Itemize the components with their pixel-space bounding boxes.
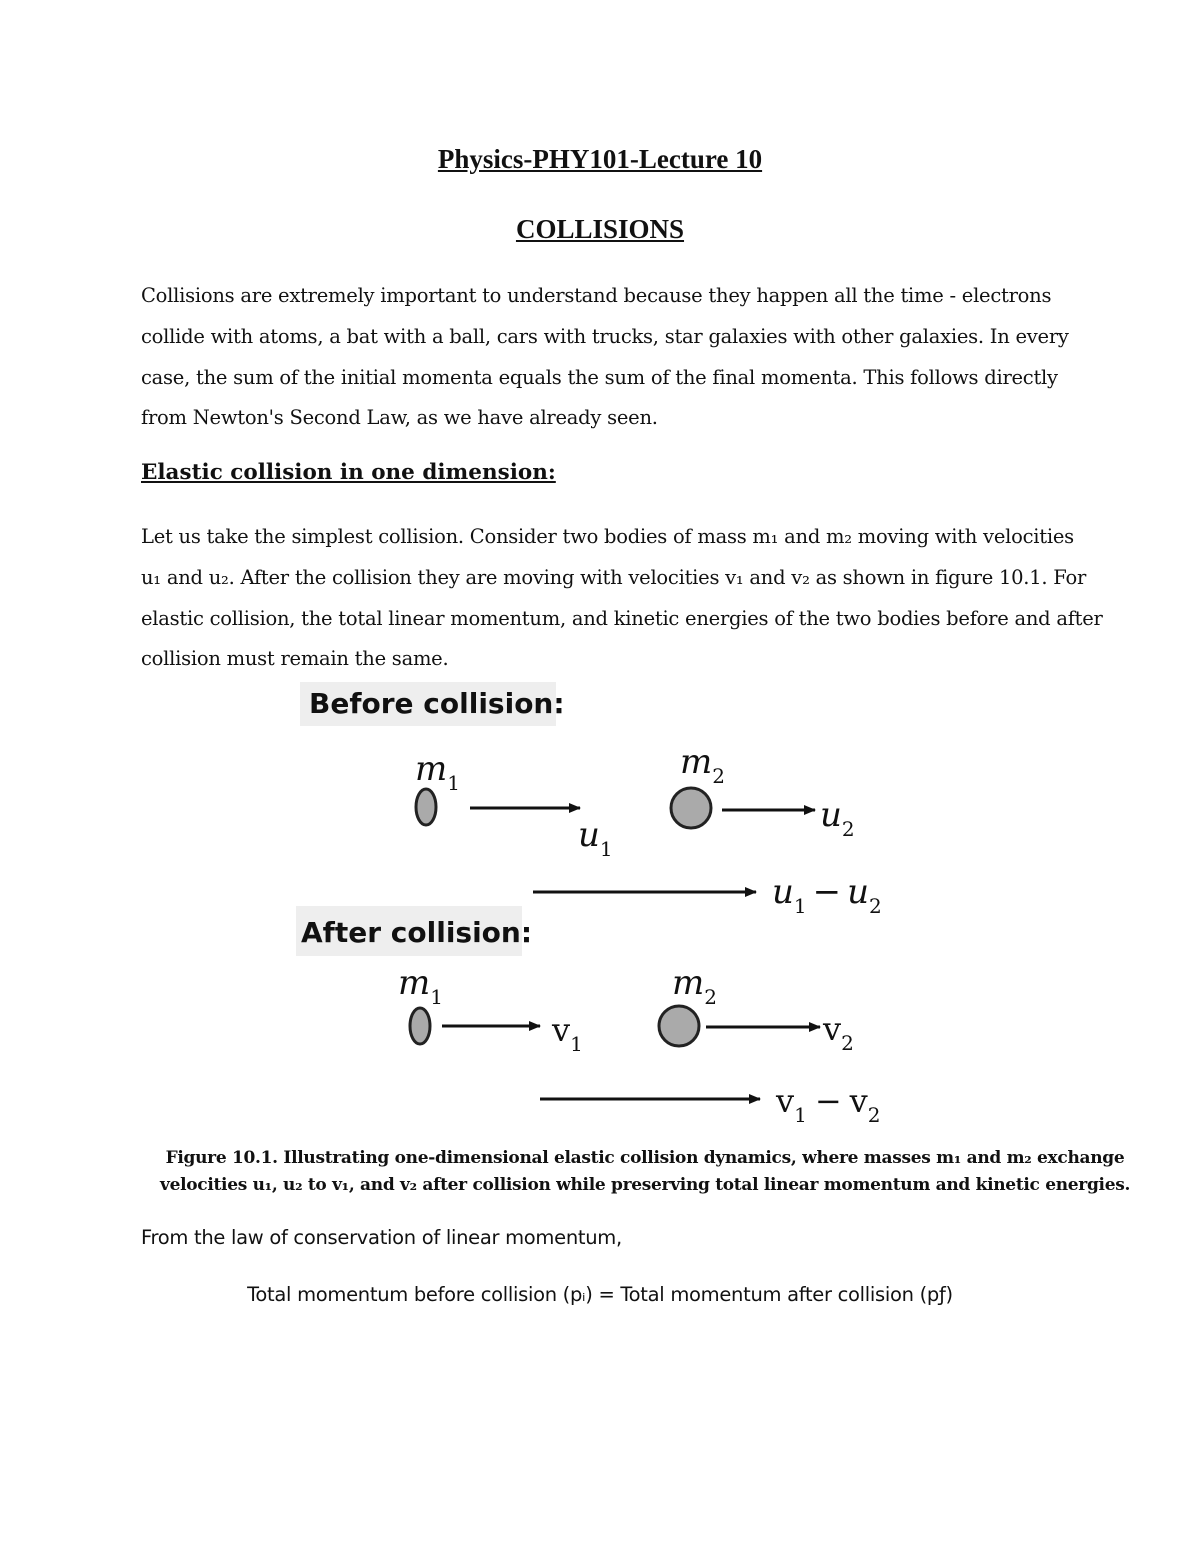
m1-label: $m_1$	[415, 749, 460, 795]
body-line: u₁ and u₂. After the collision they are moving with velocities v₁ and v₂ as shown in figure 10.1. For	[141, 565, 1087, 589]
u2-label: $u_2$	[820, 795, 855, 841]
intro-line: Collisions are extremely important to understand because they happen all the time - electrons	[141, 284, 1052, 307]
body-line: Let us take the simplest collision. Consider two bodies of mass m₁ and m₂ moving with velocities	[141, 525, 1074, 548]
u1-label: $u_1$	[578, 815, 613, 861]
body-line: elastic collision, the total linear momentum, and kinetic energies of the two bodies before and after	[141, 606, 1103, 630]
v1-label: $v_1$	[552, 1011, 583, 1056]
caption-line: velocities u₁, u₂ to v₁, and v₂ after collision while preserving total linear momentum and kinetic energies.	[160, 1175, 1131, 1195]
v1-minus-v2-label: $v_1 - v_2$	[776, 1082, 881, 1127]
after-label: After collision:	[301, 916, 533, 949]
conservation-text: From the law of conservation of linear momentum,	[141, 1226, 622, 1249]
body-paragraph	[141, 517, 1103, 680]
mass-1-after-body	[410, 1008, 430, 1044]
intro-line: case, the sum of the initial momenta equals the sum of the final momenta. This follows directly	[141, 365, 1058, 389]
intro-line: from Newton's Second Law, as we have already seen.	[141, 406, 658, 430]
figure-caption	[160, 1145, 1130, 1199]
before-label: Before collision:	[309, 687, 565, 720]
body-line: collision must remain the same.	[141, 647, 449, 671]
m2-label: $m_2$	[680, 742, 725, 788]
mass-1-body	[416, 789, 436, 825]
intro-paragraph	[141, 276, 1071, 439]
subsection-heading: Elastic collision in one dimension:	[141, 460, 556, 485]
mass-2-body	[671, 788, 711, 828]
section-title: COLLISIONS	[515, 214, 685, 244]
m2-after-label: $m_2$	[672, 963, 717, 1009]
m1-after-label: $m_1$	[398, 963, 443, 1009]
momentum-equation: Total momentum before collision (pᵢ) = Total momentum after collision (pƒ)	[247, 1283, 953, 1306]
caption-line: Figure 10.1. Illustrating one-dimensional elastic collision dynamics, where masses m₁ and m₂ exchange	[165, 1148, 1125, 1168]
u1-minus-u2-label: $u_1 - u_2$	[772, 872, 882, 918]
v2-label: $v_2$	[823, 1010, 854, 1055]
intro-line: collide with atoms, a bat with a ball, cars with trucks, star galaxies with other galaxies. In every	[141, 324, 1069, 348]
collision-figure	[290, 676, 910, 1136]
mass-2-after-body	[659, 1006, 699, 1046]
lecture-title: Physics-PHY101-Lecture 10	[437, 144, 763, 174]
